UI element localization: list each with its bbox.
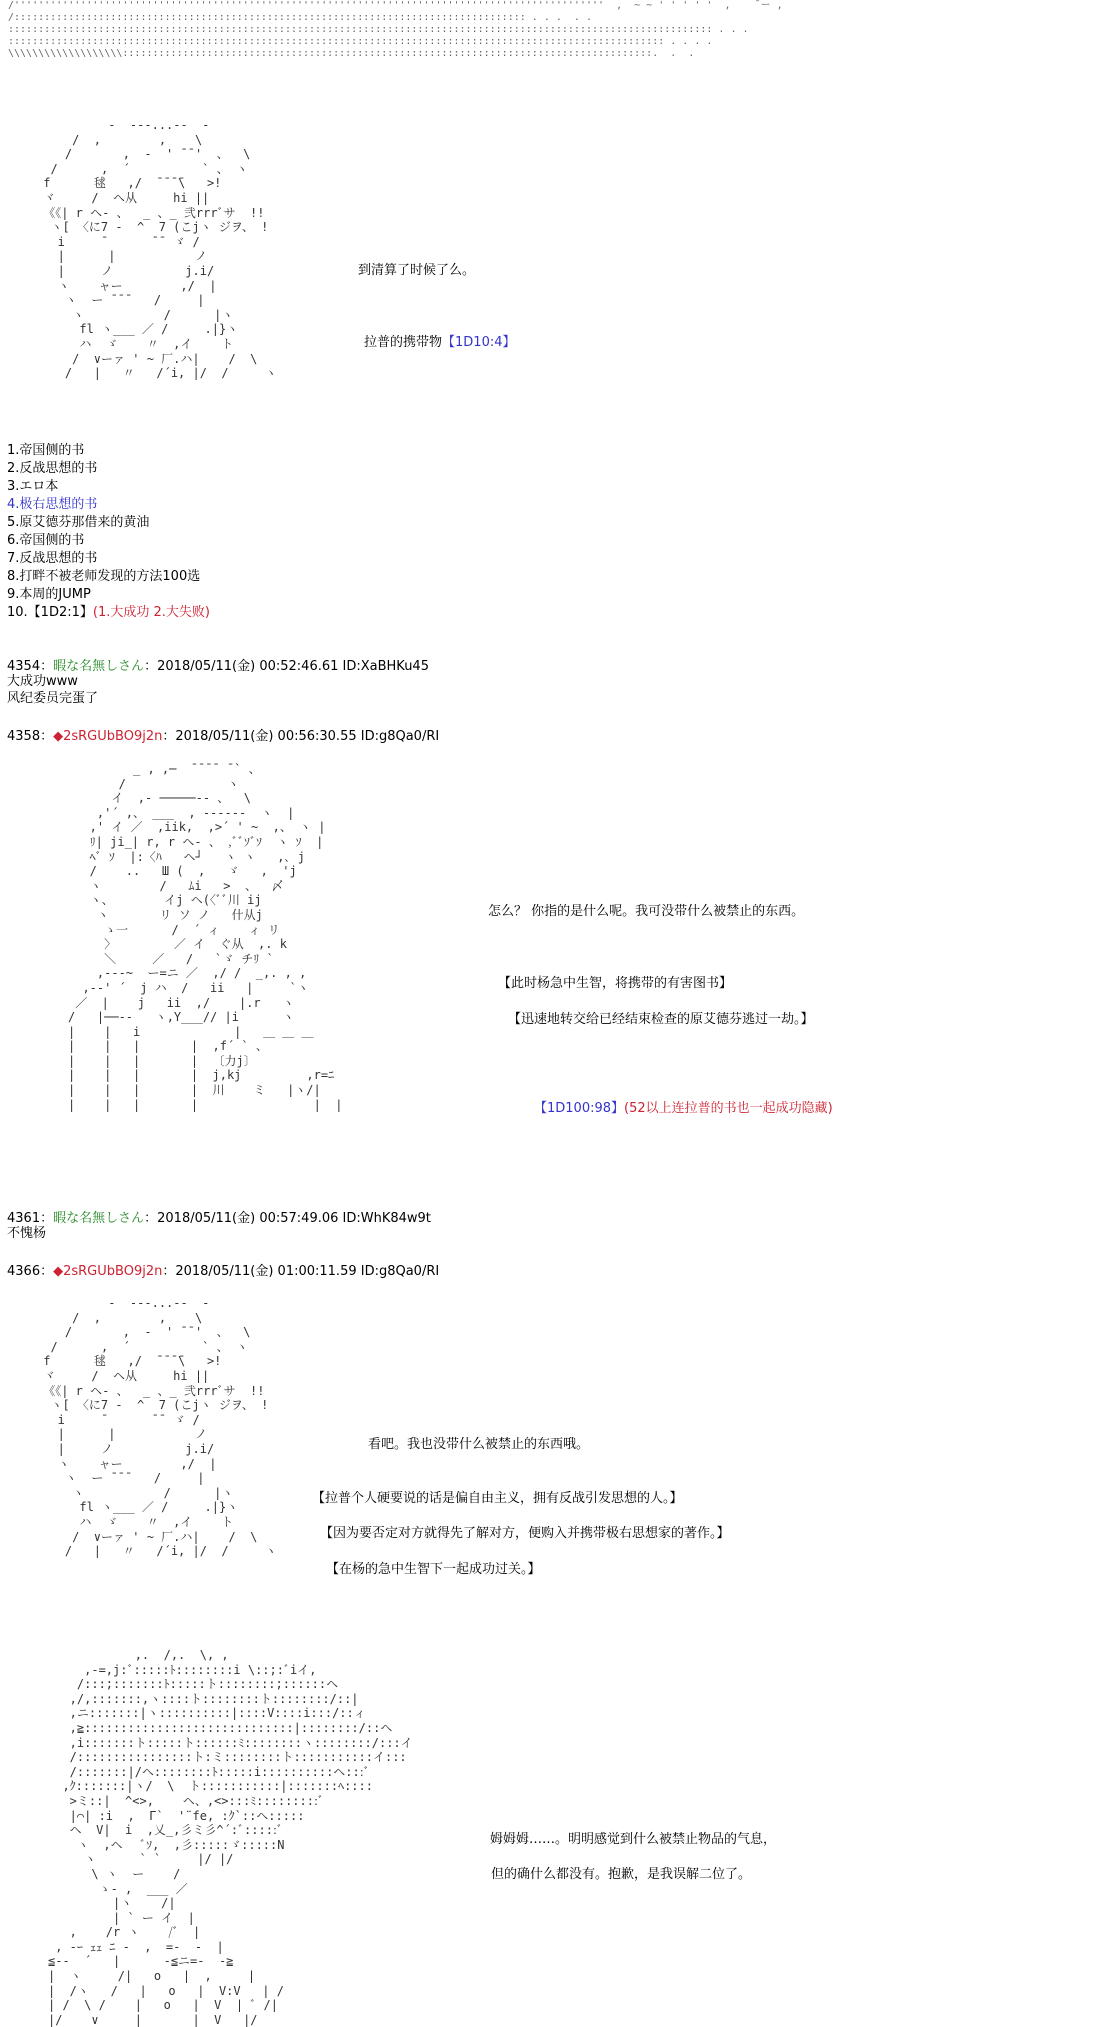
- ascii-art-figure-yang: _ , ,─ ̄ ̄ ̄ ̄ ̄ ` 、 / ヽ イ ,- ─────-- 、 \ ,'´ ,、 ___ , -‐--‐- ヽ | ,' イ ／ ,iik, ,>´ ' ~ ,、 ヽ | ﾘ| ji_| r, r ヘ- 、 ,ﾞﾞｿﾞｿ ヽ ｿ | ﾍﾞ ｿ |:〈ﾊ ヘ┘ ヽ ヽ ,､ j / .. Ш ( , ゞ , 'j ヽ / ﾑi > 、 〆 ヽ、 イj ヘ(〈ﾞﾞ川 ij ヽ リ ソ ノ 什从j ゝ一 / ´ ィ ィ リ 〉 ／ イ ぐ从 ,. k ＼ ／ / `ゞ チﾘ ` ,-‐‐~ ー=ニ ／ ,/ / _,. , , ,-‐' ´ j ハ / ii | `ヽ ／ | j ii ,/ |.r ヽ / |──-‐ ヽ,Y___// |i ヽ | | i | ＿ ＿ ＿ | | | | ,f´ ` 、 | | | | 〔力j〕 | | | | j,kj ,r=ﾆ | | | | 川 ミ |ヽ/| | | | | | |: [68, 762, 343, 1112]
- post-meta: ：2018/05/11(金) 01:00:11.59 ID:g8Qa0/RI: [162, 1264, 440, 1279]
- list-item: 8.打畔不被老师发现的方法100选: [7, 569, 201, 584]
- post-body-line: 不愧杨: [7, 1226, 47, 1241]
- list-item: 9.本周的JUMP: [7, 587, 91, 602]
- post-meta: ：2018/05/11(金) 00:57:49.06 ID:WhK84w9t: [144, 1211, 431, 1226]
- dice-roll-1d10: 【1D10:4】: [442, 335, 516, 350]
- list-item: 1.帝国侧的书: [7, 443, 85, 458]
- post-header-4361: [7, 1207, 431, 1226]
- caption-dice-1d100: [534, 1100, 833, 1118]
- list-item: 3.エロ本: [7, 479, 59, 494]
- top-ascii-art-strip: /'''''''''''''''''''''''''''''''''''''''''''''''''''''''''''''''''''''''''''''''''''''''''''''''''' , ~ ~ ' ' ' ' ' , ̄ ー , /::::::::::::::::::::::::::::::::::::::::::::::::::::::::::::::::::::::::::::::::::::: . . . . . ::::::::::::::::::::::::::::::::::::::::::::::::::::::::::::::::::::::::::::::::::::::::::::::::::::::::::::::::::::: . . . ::::::::::::::::::::::::::::::::::::::::::::::::::::::::::::::::::::::::::::::::::::::::::::::::::::::::::::: . . . . \\\\\\\\\\\\\\\\\\\::::::::::::::::::::::::::::::::::::::::::::::::::::::::::::::::::::::::::::::::::::::::. . .: [8, 0, 783, 59]
- dice-outcome-text: (52以上连拉普的书也一起成功隐藏): [624, 1101, 833, 1116]
- belongings-list: [7, 442, 210, 622]
- list-item-selected: 4.极右思想的书: [7, 497, 98, 512]
- caption-lap-belongings: [364, 334, 516, 352]
- post-header-4354: [7, 655, 429, 674]
- ascii-art-figure-officer: ,. /,. \, , ,-=,j:ﾞ:::::ﾄ::::::::i \::;:ﾞiイ, /:::;:::::::ﾄ:::::ト::::::::;::::::ヘ ,/,:::::::,ヽ::::ト::::::::ト::::::::/::| ,ニ:::::::|ヽ::::::::::|::::V::::i:::/::ィ ,≧:::::::::::::::::::::::::::::|::::::::/::ヘ ,i:::::::ト:::::ト::::::ﾐ::::::::ヽ::::::::/:::イ /::::::::::::::::ト:ミ::::::::ト:::::::::::イ::: /:::::::|/ヘ::::::::ﾄ:::::i::::::::::ヘ:::ﾞ ,ｸ:::::::|ヽ/ \ ト:::::::::::|:::::::ﾍ:::: >ミ::| ^<>, ヘ、,<>:::ﾐ:::::::::ﾞ |⌒| :i , Γ` '¨fe, :ｸ`::ヘ::::: ヘ V| i ,乂_,彡ミ彡^´:ﾞ:::::ﾞ ヽ ,ヘ ﾞｿ, ,彡:::::ゞ:::::N ヽ ` ` |/ |/ \ ヽ ー / ゝ- , ___ ／ |ヽ /| | ` ー イ | , /r ヽ /ﾞ | , -ｰ ｪｪ ﾆ ‐ , =- ‐ | ≦-- ´ | ‐≦ニ=‐ ‐≧ | ヽ /| o | , | | /ヽ / | o | V:V | / | / \ / | o | V | ﾞ /| |/ ∨ | | V |/: [48, 1648, 413, 2027]
- ascii-art-figure-lap-2: - ---...-- - / , , \ / , - ' ̄ ̄ ' 、 \ / , ´ ` 、 ヽ f 毬 ,/ ̄ ̄ ̄ ̄\ >! ヾ / ヘ从 hi || 《《| r ヘ- 、 _ 、_ 弐rrrﾞサ !! ヽ[ 〈に7 ‐ ^ 7 (こjヽ ジヲ、 ! i ̄ ̄ ̄ ゞ / | | ノ | ノ j.i/ ヽ ャー ,/ | ヽ ー ̄ ̄ ̄ / | ヽ / |ヽ fl ヽ___ ／ / .|}ヽ ハ ゞ 〃 ,イ ト / ∨ーァ ' ~ 厂.ハ| / \ / | 〃 /´i, |/ / ヽ: [43, 1296, 277, 1559]
- caption-hmm: 姆姆姆……。明明感觉到什么被禁止物品的气息，: [490, 1832, 777, 1847]
- caption-know-the-enemy: 【因为要否定对方就得先了解对方，便购入并携带极右思想家的著作。】: [320, 1526, 730, 1541]
- list-item-dice: [7, 604, 210, 622]
- post-meta: ：2018/05/11(金) 00:52:46.61 ID:XaBHKu45: [144, 659, 429, 674]
- list-item: 6.帝国侧的书: [7, 533, 85, 548]
- caption-handed-over: 【迅速地转交给已经结束检查的原艾德芬逃过一劫。】: [508, 1012, 814, 1027]
- post-number[interactable]: 4366: [7, 1264, 41, 1279]
- caption-lap-liberal: 【拉普个人硬要说的话是偏自由主义，拥有反战引发思想的人。】: [312, 1491, 683, 1506]
- dice-roll-1d2: 10.【1D2:1】: [7, 605, 93, 620]
- caption-see-nothing-banned: 看吧。我也没带什么被禁止的东西哦。: [368, 1437, 590, 1452]
- post-separator: ：: [40, 729, 54, 744]
- caption-time-to-settle: 到清算了时候了么。: [358, 263, 476, 278]
- post-separator: ：: [40, 659, 54, 674]
- post-body-line: 风纪委员完蛋了: [7, 691, 99, 706]
- caption-what-do-you-mean: 怎么？ 你指的是什么呢。我可没带什么被禁止的东西。: [488, 904, 805, 919]
- post-separator: ：: [40, 1211, 54, 1226]
- caption-apology: 但的确什么都没有。抱歉，是我误解二位了。: [491, 1867, 752, 1882]
- caption-lap-belongings-text: 拉普的携带物: [364, 335, 443, 350]
- dice-outcomes: (1.大成功 2.大失败): [92, 605, 210, 620]
- post-number[interactable]: 4358: [7, 729, 41, 744]
- post-header-4366: [7, 1260, 439, 1279]
- post-number[interactable]: 4354: [7, 659, 41, 674]
- post-body-line: 大成功www: [7, 674, 78, 689]
- caption-yang-quick-wit: 【此时杨急中生智，将携带的有害图书】: [498, 976, 733, 991]
- list-item: 2.反战思想的书: [7, 461, 98, 476]
- list-item: 7.反战思想的书: [7, 551, 98, 566]
- ascii-art-figure-lap: - ---...-- - / , , \ / , - ' ̄ ̄ ' 、 \ / , ´ ` 、 ヽ f 毬 ,/ ̄ ̄ ̄ ̄\ >! ヾ / ヘ从 hi || 《《| r ヘ- 、 _ 、_ 弐rrrﾞサ !! ヽ[ 〈に7 ‐ ^ 7 (こjヽ ジヲ、 ! i ̄ ̄ ̄ ゞ / | | ノ | ノ j.i/ ヽ ャー ,/ | ヽ ー ̄ ̄ ̄ / | ヽ / |ヽ fl ヽ___ ／ / .|}ヽ ハ ゞ 〃 ,イ ト / ∨ーァ ' ~ 厂.ハ| / \ / | 〃 /´i, |/ / ヽ: [43, 118, 277, 381]
- post-meta: ：2018/05/11(金) 00:56:30.55 ID:g8Qa0/RI: [162, 729, 440, 744]
- list-item: 5.原艾德芬那借来的黄油: [7, 515, 150, 530]
- dice-roll-1d100: 【1D100:98】: [534, 1101, 625, 1116]
- poster-name: 暇な名無しさん: [53, 1211, 145, 1226]
- poster-name: 暇な名無しさん: [53, 659, 145, 674]
- caption-passed-together: 【在杨的急中生智下一起成功过关。】: [326, 1562, 541, 1577]
- post-number[interactable]: 4361: [7, 1211, 41, 1226]
- poster-trip: ◆2sRGUbBO9j2n: [53, 729, 163, 744]
- poster-trip: ◆2sRGUbBO9j2n: [53, 1264, 163, 1279]
- post-header-4358: [7, 725, 439, 744]
- post-separator: ：: [40, 1264, 54, 1279]
